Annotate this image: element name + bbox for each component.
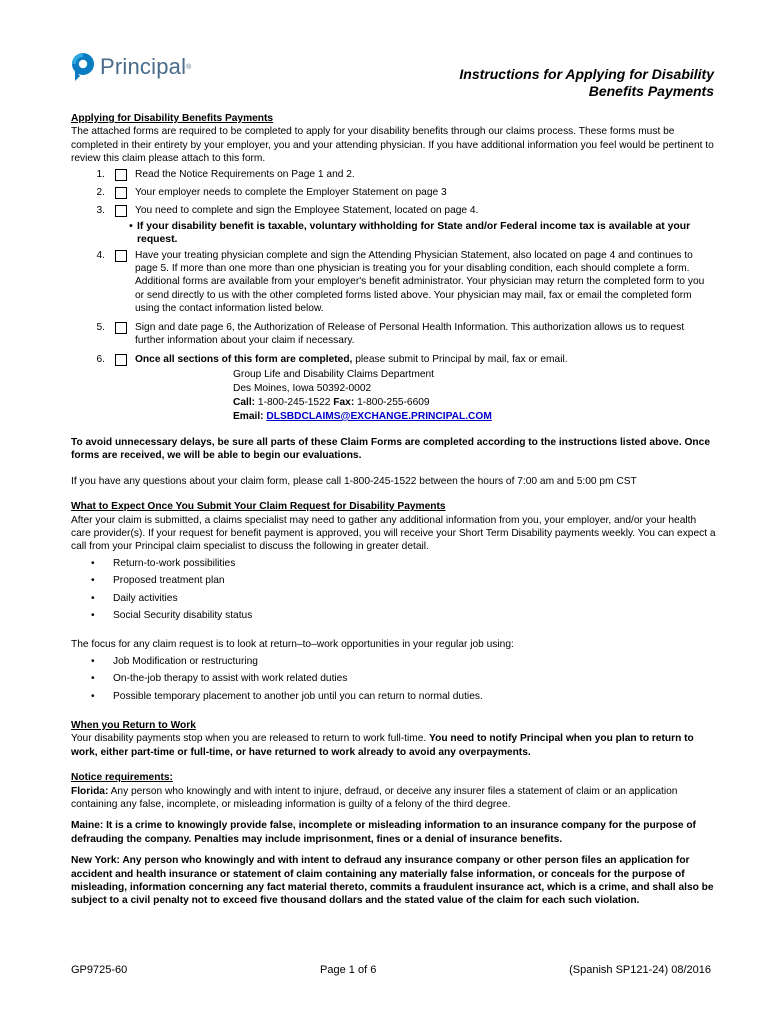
- bullet-icon: •: [91, 575, 95, 587]
- return-heading: When you Return to Work: [71, 720, 196, 731]
- step-item: [71, 168, 716, 181]
- list-item: • Proposed treatment plan: [91, 575, 225, 587]
- email-link[interactable]: DLSBDCLAIMS@EXCHANGE.PRINCIPAL.COM: [266, 410, 492, 422]
- notice-heading: Notice requirements:: [71, 772, 173, 784]
- page-number: Page 1 of 6: [320, 964, 377, 976]
- taxable-note: • If your disability benefit is taxable, voluntary withholding for State and/or Federal income tax is available at your request.: [125, 220, 716, 247]
- step-text: Once all sections of this form are completed, please submit to Principal by mail, fax or email.: [135, 353, 568, 365]
- principal-logo-icon: [70, 52, 96, 82]
- bullet-icon: •: [91, 592, 95, 604]
- newyork-notice: New York: Any person who knowingly and with intent to defraud any insurance company or other person files an application for accident and health insurance or statement of claim containing any materially false information, or conceals for the purpose of misleading, information concerning any fact material thereto, commits a fraudulent insurance act, which is a crime, and shall also be subject to a civil penalty not to exceed five thousand dollars and the stated value of the claim for each such violation.: [71, 855, 714, 907]
- list-item: • Possible temporary placement to another job until you can return to normal duties.: [91, 690, 483, 702]
- title-line-2: Benefits Payments: [588, 83, 714, 99]
- step-text: You need to complete and sign the Employee Statement, located on page 4.: [135, 205, 479, 217]
- step-number: 3.: [96, 205, 105, 217]
- step-text: Sign and date page 6, the Authorization of Release of Personal Health Information. This authorization allows us to request further information about your claim if necessary.: [135, 321, 685, 347]
- steps-list: [71, 168, 716, 366]
- document-title: [459, 66, 714, 100]
- return-text: Your disability payments stop when you are released to return to work full-time. You need to notify Principal when you plan to return to work, either part-time or full-time, or have returned to work already to avoid any overpayments.: [71, 733, 694, 758]
- expect-intro: After your claim is submitted, a claims specialist may need to gather any additional information from you, your employer, and/or your health care provider(s). If your request for benefit payment is approved, you will receive your Short Term Disability payments weekly. You can expect a call from your Principal claim specialist to discuss the following in greater detail.: [71, 514, 716, 553]
- step-item: [71, 249, 716, 316]
- step-number: 5.: [96, 321, 105, 333]
- email-line: Email: DLSBDCLAIMS@EXCHANGE.PRINCIPAL.COM: [233, 410, 492, 422]
- list-item: • Social Security disability status: [91, 609, 253, 621]
- step-number: 6.: [96, 353, 105, 365]
- step-item: [71, 186, 716, 199]
- applying-heading: Applying for Disability Benefits Payments: [71, 113, 274, 124]
- claims-address: [233, 368, 716, 424]
- step-number: 2.: [96, 187, 105, 199]
- step-number: 1.: [96, 168, 105, 180]
- step-checkbox[interactable]: [115, 250, 127, 262]
- list-item: • On-the-job therapy to assist with work related duties: [91, 673, 348, 685]
- step-item: [71, 321, 716, 348]
- step-checkbox[interactable]: [115, 187, 127, 199]
- step-checkbox[interactable]: [115, 205, 127, 217]
- bullet-icon: •: [129, 220, 133, 232]
- principal-logo: Principal ®: [70, 52, 191, 82]
- page-footer: [71, 964, 711, 976]
- step-number: 4.: [96, 249, 105, 261]
- bullet-icon: •: [91, 673, 95, 685]
- florida-notice: Florida: Any person who knowingly and with intent to injure, defraud, or deceive any insurer files a statement of claim or an application containing any false, incomplete, or misleading information is guilty of a felony of the third degree.: [71, 785, 678, 811]
- document-body: [71, 112, 716, 908]
- step-item: [71, 204, 716, 217]
- form-version: (Spanish SP121-24) 08/2016: [569, 964, 711, 976]
- maine-notice: Maine: It is a crime to knowingly provide false, incomplete or misleading information to an insurance company for the purpose of defrauding the company. Penalties may include imprisonment, fines or a denial of insurance benefits.: [71, 820, 696, 845]
- focus-text: The focus for any claim request is to look at return–to–work opportunities in your regular job using:: [71, 639, 514, 651]
- form-number: GP9725-60: [71, 964, 128, 976]
- applying-intro: The attached forms are required to be completed to apply for your disability benefits through our claims process. These forms must be completed in their entirety by your employer, you and your attending physician. If you have additional information you feel would be pertinent to review this claim please attach to this form.: [71, 126, 714, 165]
- step-text: Your employer needs to complete the Employer Statement on page 3: [135, 187, 447, 199]
- list-item: • Daily activities: [91, 592, 178, 604]
- bullet-icon: •: [91, 690, 95, 702]
- step-checkbox[interactable]: [115, 169, 127, 181]
- delay-note: To avoid unnecessary delays, be sure all parts of these Claim Forms are completed according to the instructions listed above. Once forms are received, we will be able to begin our evaluations.: [71, 436, 710, 462]
- address-line-2: Des Moines, Iowa 50392-0002: [233, 382, 372, 394]
- list-item: • Job Modification or restructuring: [91, 655, 258, 667]
- step-text: Read the Notice Requirements on Page 1 and 2.: [135, 168, 355, 180]
- step-checkbox[interactable]: [115, 354, 127, 366]
- title-line-1: Instructions for Applying for Disability: [459, 66, 714, 82]
- bullet-icon: •: [91, 609, 95, 621]
- expect-heading: What to Expect Once You Submit Your Claim Request for Disability Payments: [71, 501, 446, 513]
- bullet-icon: •: [91, 557, 95, 569]
- step-text: Have your treating physician complete and sign the Attending Physician Statement, also located on page 4 and continues to page 5. If more than one more than one physician is treating you for your disabling condition, each should complete a form. Additional forms are available from your employer's benefit administrator. Your physician may return the completed form to you or send directly to us with the other completed forms listed above. Your physician may mail, fax or email the completed form using the contact information listed below.: [135, 249, 705, 315]
- address-line-1: Group Life and Disability Claims Department: [233, 368, 435, 380]
- step-item: [71, 353, 716, 366]
- questions-note: If you have any questions about your claim form, please call 1-800-245-1522 between the hours of 7:00 am and 5:00 pm CST: [71, 475, 637, 487]
- list-item: • Return-to-work possibilities: [91, 557, 236, 569]
- bullet-icon: •: [91, 655, 95, 667]
- step-checkbox[interactable]: [115, 322, 127, 334]
- logo-wordmark: Principal: [100, 54, 187, 79]
- phone-line: Call: 1-800-245-1522 Fax: 1-800-255-6609: [233, 396, 430, 408]
